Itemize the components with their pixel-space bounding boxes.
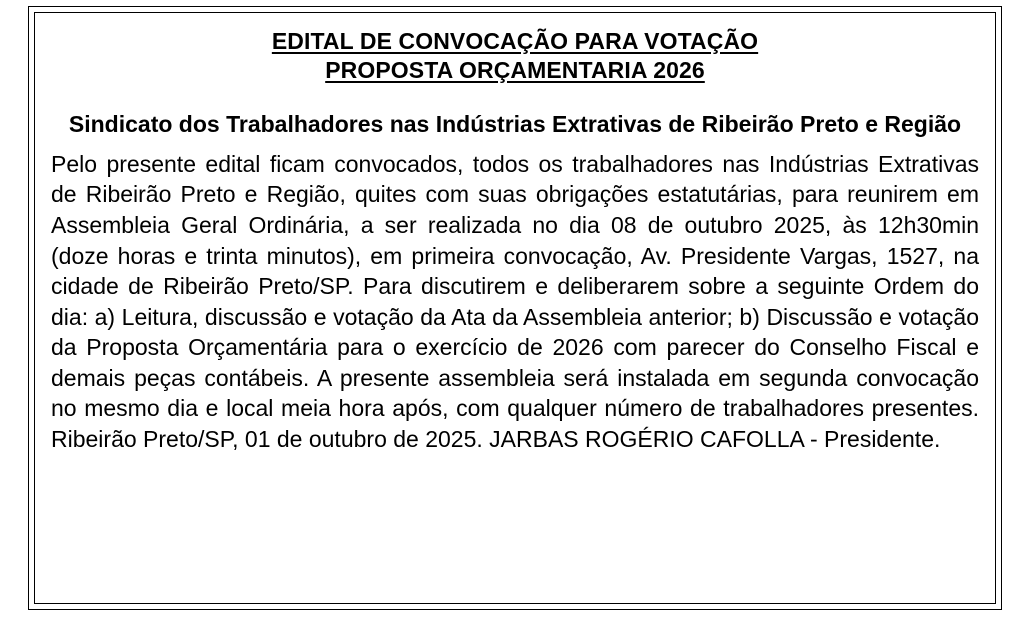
- title-line-2: PROPOSTA ORÇAMENTARIA 2026: [325, 57, 705, 84]
- inner-border: [34, 12, 996, 604]
- title-line-1: EDITAL DE CONVOCAÇÃO PARA VOTAÇÃO: [271, 28, 759, 54]
- notice-body: Pelo presente edital ficam convocados, todos os trabalhadores nas Indústrias Extrativas de Ribeirão Preto e Região, quites com suas obrigações estatutárias, para reunirem em Assembleia Geral Ordinária, a ser realizada no dia 08 de outubro 2025, às 12h30min (doze horas e trinta minutos), em primeira convocação, Av. Presidente Vargas, 1527, na cidade de Ribeirão Preto/SP. Para discutirem e deliberarem sobre a seguinte Ordem do dia: a) Leitura, discussão e votação da Ata da Assembleia anterior; b) Discussão e votação da Proposta Orçamentária para o exercício de 2026 com parecer do Conselho Fiscal e demais peças contábeis. A presente assembleia será instalada em segunda convocação no mesmo dia e local meia hora após, com qualquer número de trabalhadores presentes. Ribeirão Preto/SP, 01 de outubro de 2025. JARBAS ROGÉRIO CAFOLLA - Presidente.: [51, 150, 979, 453]
- outer-border: [28, 6, 1002, 610]
- document-title: [47, 27, 983, 84]
- organization-name: Sindicato dos Trabalhadores nas Indústrias Extrativas de Ribeirão Preto e Região: [68, 111, 962, 138]
